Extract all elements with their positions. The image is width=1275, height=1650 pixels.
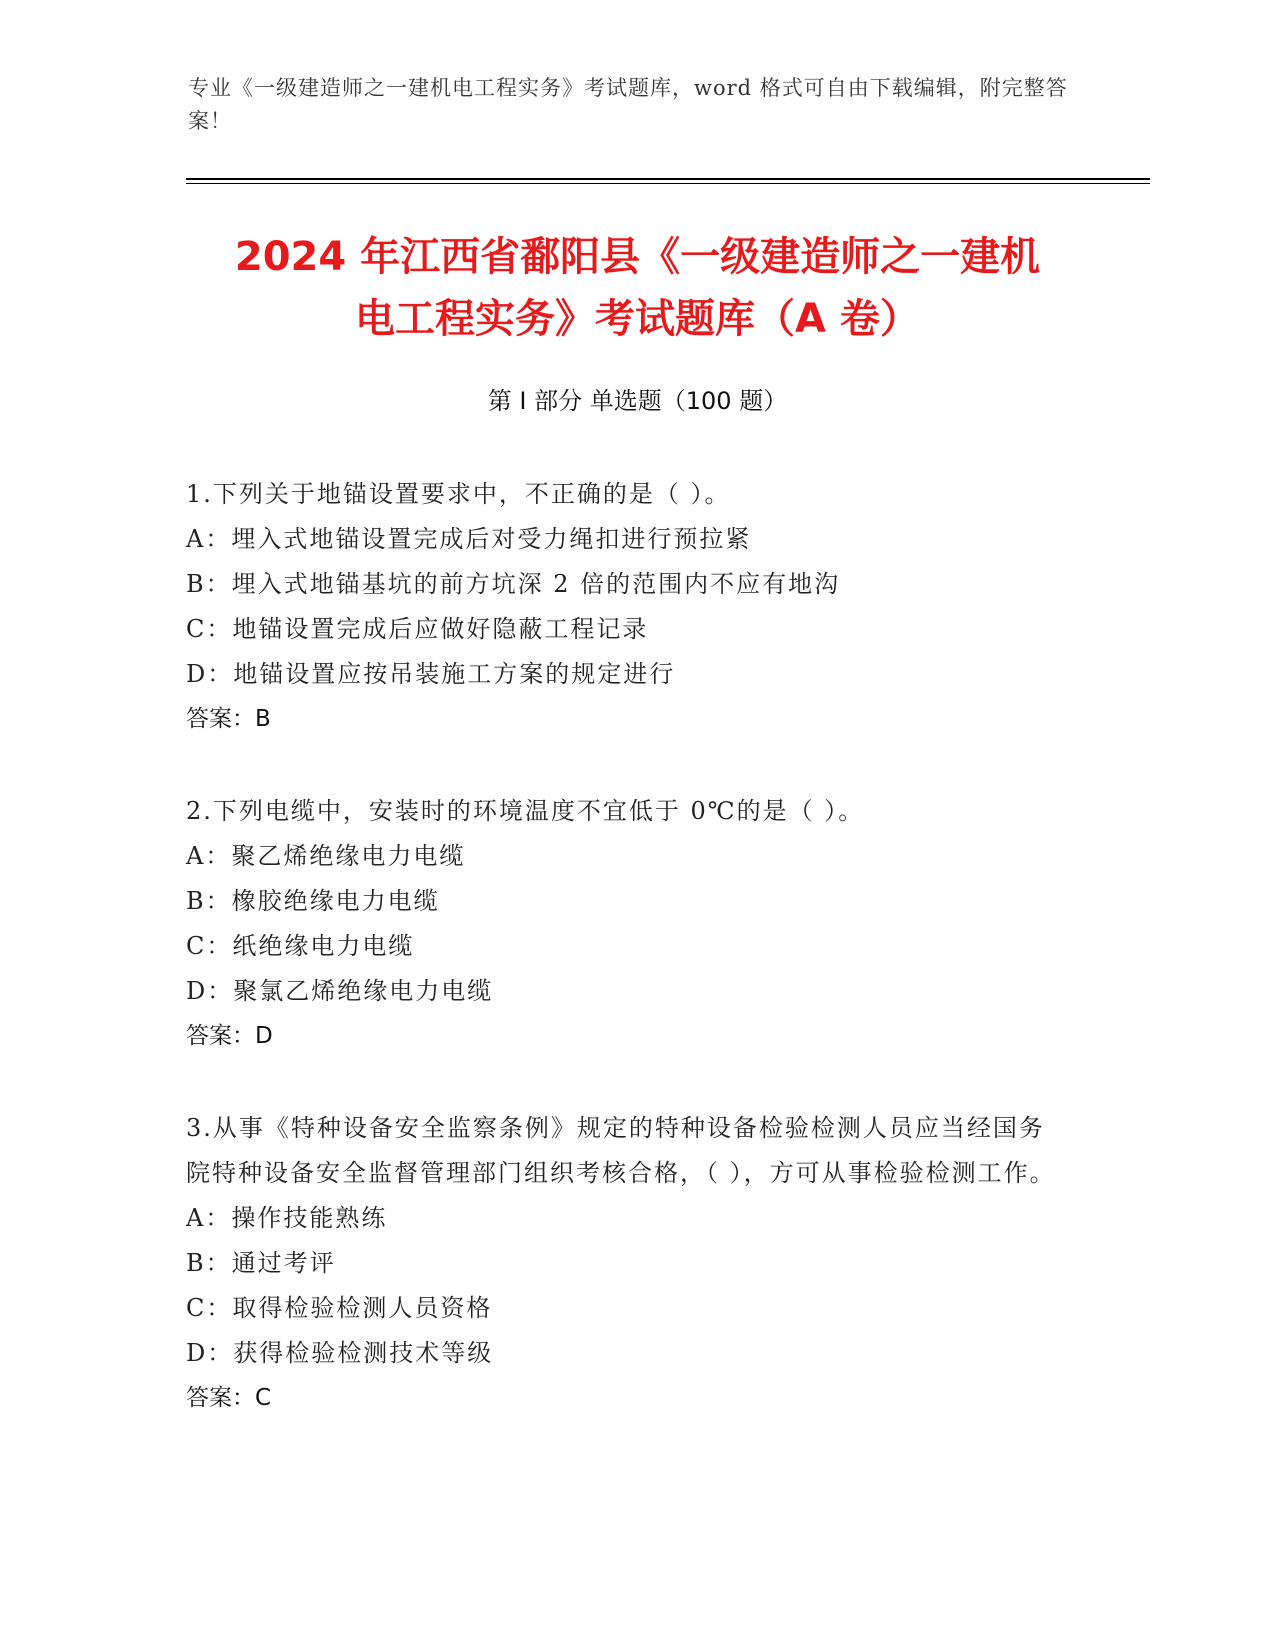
question-answer: 答案：C <box>186 1385 272 1411</box>
question-stem: 2.下列电缆中，安装时的环境温度不宜低于 0℃的是（ ）。 <box>186 797 865 825</box>
question-1 <box>186 472 1066 742</box>
option-b: B：通过考评 <box>186 1249 336 1277</box>
option-d: D：聚氯乙烯绝缘电力电缆 <box>186 977 494 1005</box>
option-d: D：地锚设置应按吊装施工方案的规定进行 <box>186 660 676 688</box>
question-3 <box>186 1106 1066 1421</box>
option-d: D：获得检验检测技术等级 <box>186 1339 494 1367</box>
header-rule-thin <box>186 183 1150 184</box>
option-b: B：橡胶绝缘电力电缆 <box>186 887 440 915</box>
header-note: 专业《一级建造师之一建机电工程实务》考试题库，word 格式可自由下载编辑，附完整答案！ <box>188 76 1068 133</box>
document-title-line-2: 电工程实务》考试题库（A 卷） <box>355 296 920 342</box>
question-answer: 答案：B <box>186 706 271 732</box>
header-rule-thick <box>186 178 1150 180</box>
question-stem: 1.下列关于地锚设置要求中，不正确的是（ ）。 <box>186 480 731 508</box>
option-b: B：埋入式地锚基坑的前方坑深 2 倍的范围内不应有地沟 <box>186 570 841 598</box>
option-a: A：操作技能熟练 <box>186 1204 388 1232</box>
option-a: A：埋入式地锚设置完成后对受力绳扣进行预拉紧 <box>186 525 752 553</box>
option-c: C：纸绝缘电力电缆 <box>186 932 415 960</box>
option-c: C：地锚设置完成后应做好隐蔽工程记录 <box>186 615 649 643</box>
option-c: C：取得检验检测人员资格 <box>186 1294 493 1322</box>
option-a: A：聚乙烯绝缘电力电缆 <box>186 842 466 870</box>
section-title: 第 I 部分 单选题（100 题） <box>487 387 788 415</box>
question-stem: 3.从事《特种设备安全监察条例》规定的特种设备检验检测人员应当经国务院特种设备安全监督管理部门组织考核合格，（ ），方可从事检验检测工作。 <box>186 1114 1056 1187</box>
question-answer: 答案：D <box>186 1023 273 1049</box>
question-list <box>186 472 1066 1468</box>
document-title <box>140 226 1135 350</box>
question-2 <box>186 789 1066 1059</box>
document-title-line-1: 2024 年江西省鄱阳县《一级建造师之一建机 <box>234 234 1041 280</box>
